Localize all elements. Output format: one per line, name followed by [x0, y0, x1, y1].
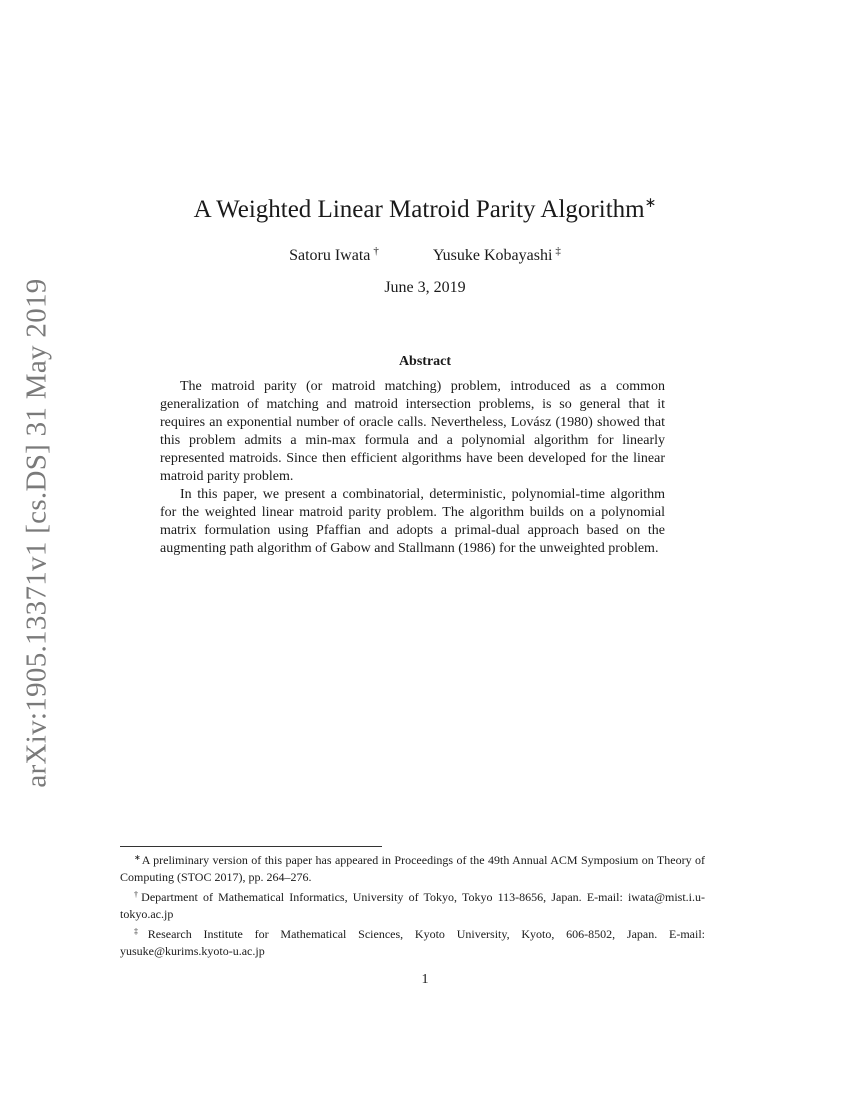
footnote-1: [120, 849, 705, 886]
author-footnote-mark: †: [373, 245, 379, 257]
abstract-body: [160, 378, 665, 558]
footnote-3: [120, 923, 705, 960]
publication-date: June 3, 2019: [384, 279, 466, 296]
footnote-mark: ∗: [134, 853, 141, 862]
abstract-heading: Abstract: [398, 354, 452, 369]
page-number: 1: [421, 972, 429, 987]
footnote-text: Research Institute for Mathematical Sciences, Kyoto University, Kyoto, 606-8502, Japan. E-mail: yusuke@kurims.kyoto-u.ac.jp: [120, 927, 706, 958]
paper-title-text: A Weighted Linear Matroid Parity Algorithm: [193, 196, 645, 223]
abstract-paragraph-1: The matroid parity (or matroid matching) problem, introduced as a common generalization of matching and matroid intersection problems, is so general that it requires an exponential number of oracle calls. Nevertheless, Lovász (1980) showed that this problem admits a min-max formula and a polynomial algorithm for linearly represented matroids. Since then efficient algorithms have been developed for the linear matroid parity problem.: [160, 379, 665, 484]
arxiv-identifier-stamp: arXiv:1905.13371v1 [cs.DS] 31 May 2019: [20, 278, 53, 788]
author-list: [0, 240, 850, 267]
footnote-divider: [120, 846, 382, 847]
author-name: Satoru Iwata: [289, 247, 371, 264]
abstract-paragraph-2: In this paper, we present a combinatorial, deterministic, polynomial-time algorithm for the weighted linear matroid parity problem. The algorithm builds on a polynomial matrix formulation using Pfaffian and adopts a primal-dual approach based on the augmenting path algorithm of Gabow and Stallmann (1986) for the unweighted problem.: [160, 487, 665, 556]
footnote-text: Department of Mathematical Informatics, University of Tokyo, Tokyo 113-8656, Japan. E-mail: iwata@mist.i.u-tokyo.ac.jp: [120, 890, 706, 921]
footnote-text: A preliminary version of this paper has appeared in Proceedings of the 49th Annual ACM Symposium on Theory of Computing (STOC 2017), pp. 264–276.: [120, 853, 705, 884]
author-name: Yusuke Kobayashi: [432, 247, 553, 264]
footnote-2: [120, 886, 705, 923]
author-2: [433, 240, 561, 267]
author-footnote-mark: ‡: [555, 245, 561, 257]
author-1: [289, 240, 379, 267]
title-footnote-mark: ∗: [644, 196, 657, 211]
footnotes: [120, 849, 705, 960]
paper-title: [0, 188, 850, 226]
footnote-mark: ‡: [134, 927, 147, 936]
footnote-mark: †: [134, 890, 141, 899]
